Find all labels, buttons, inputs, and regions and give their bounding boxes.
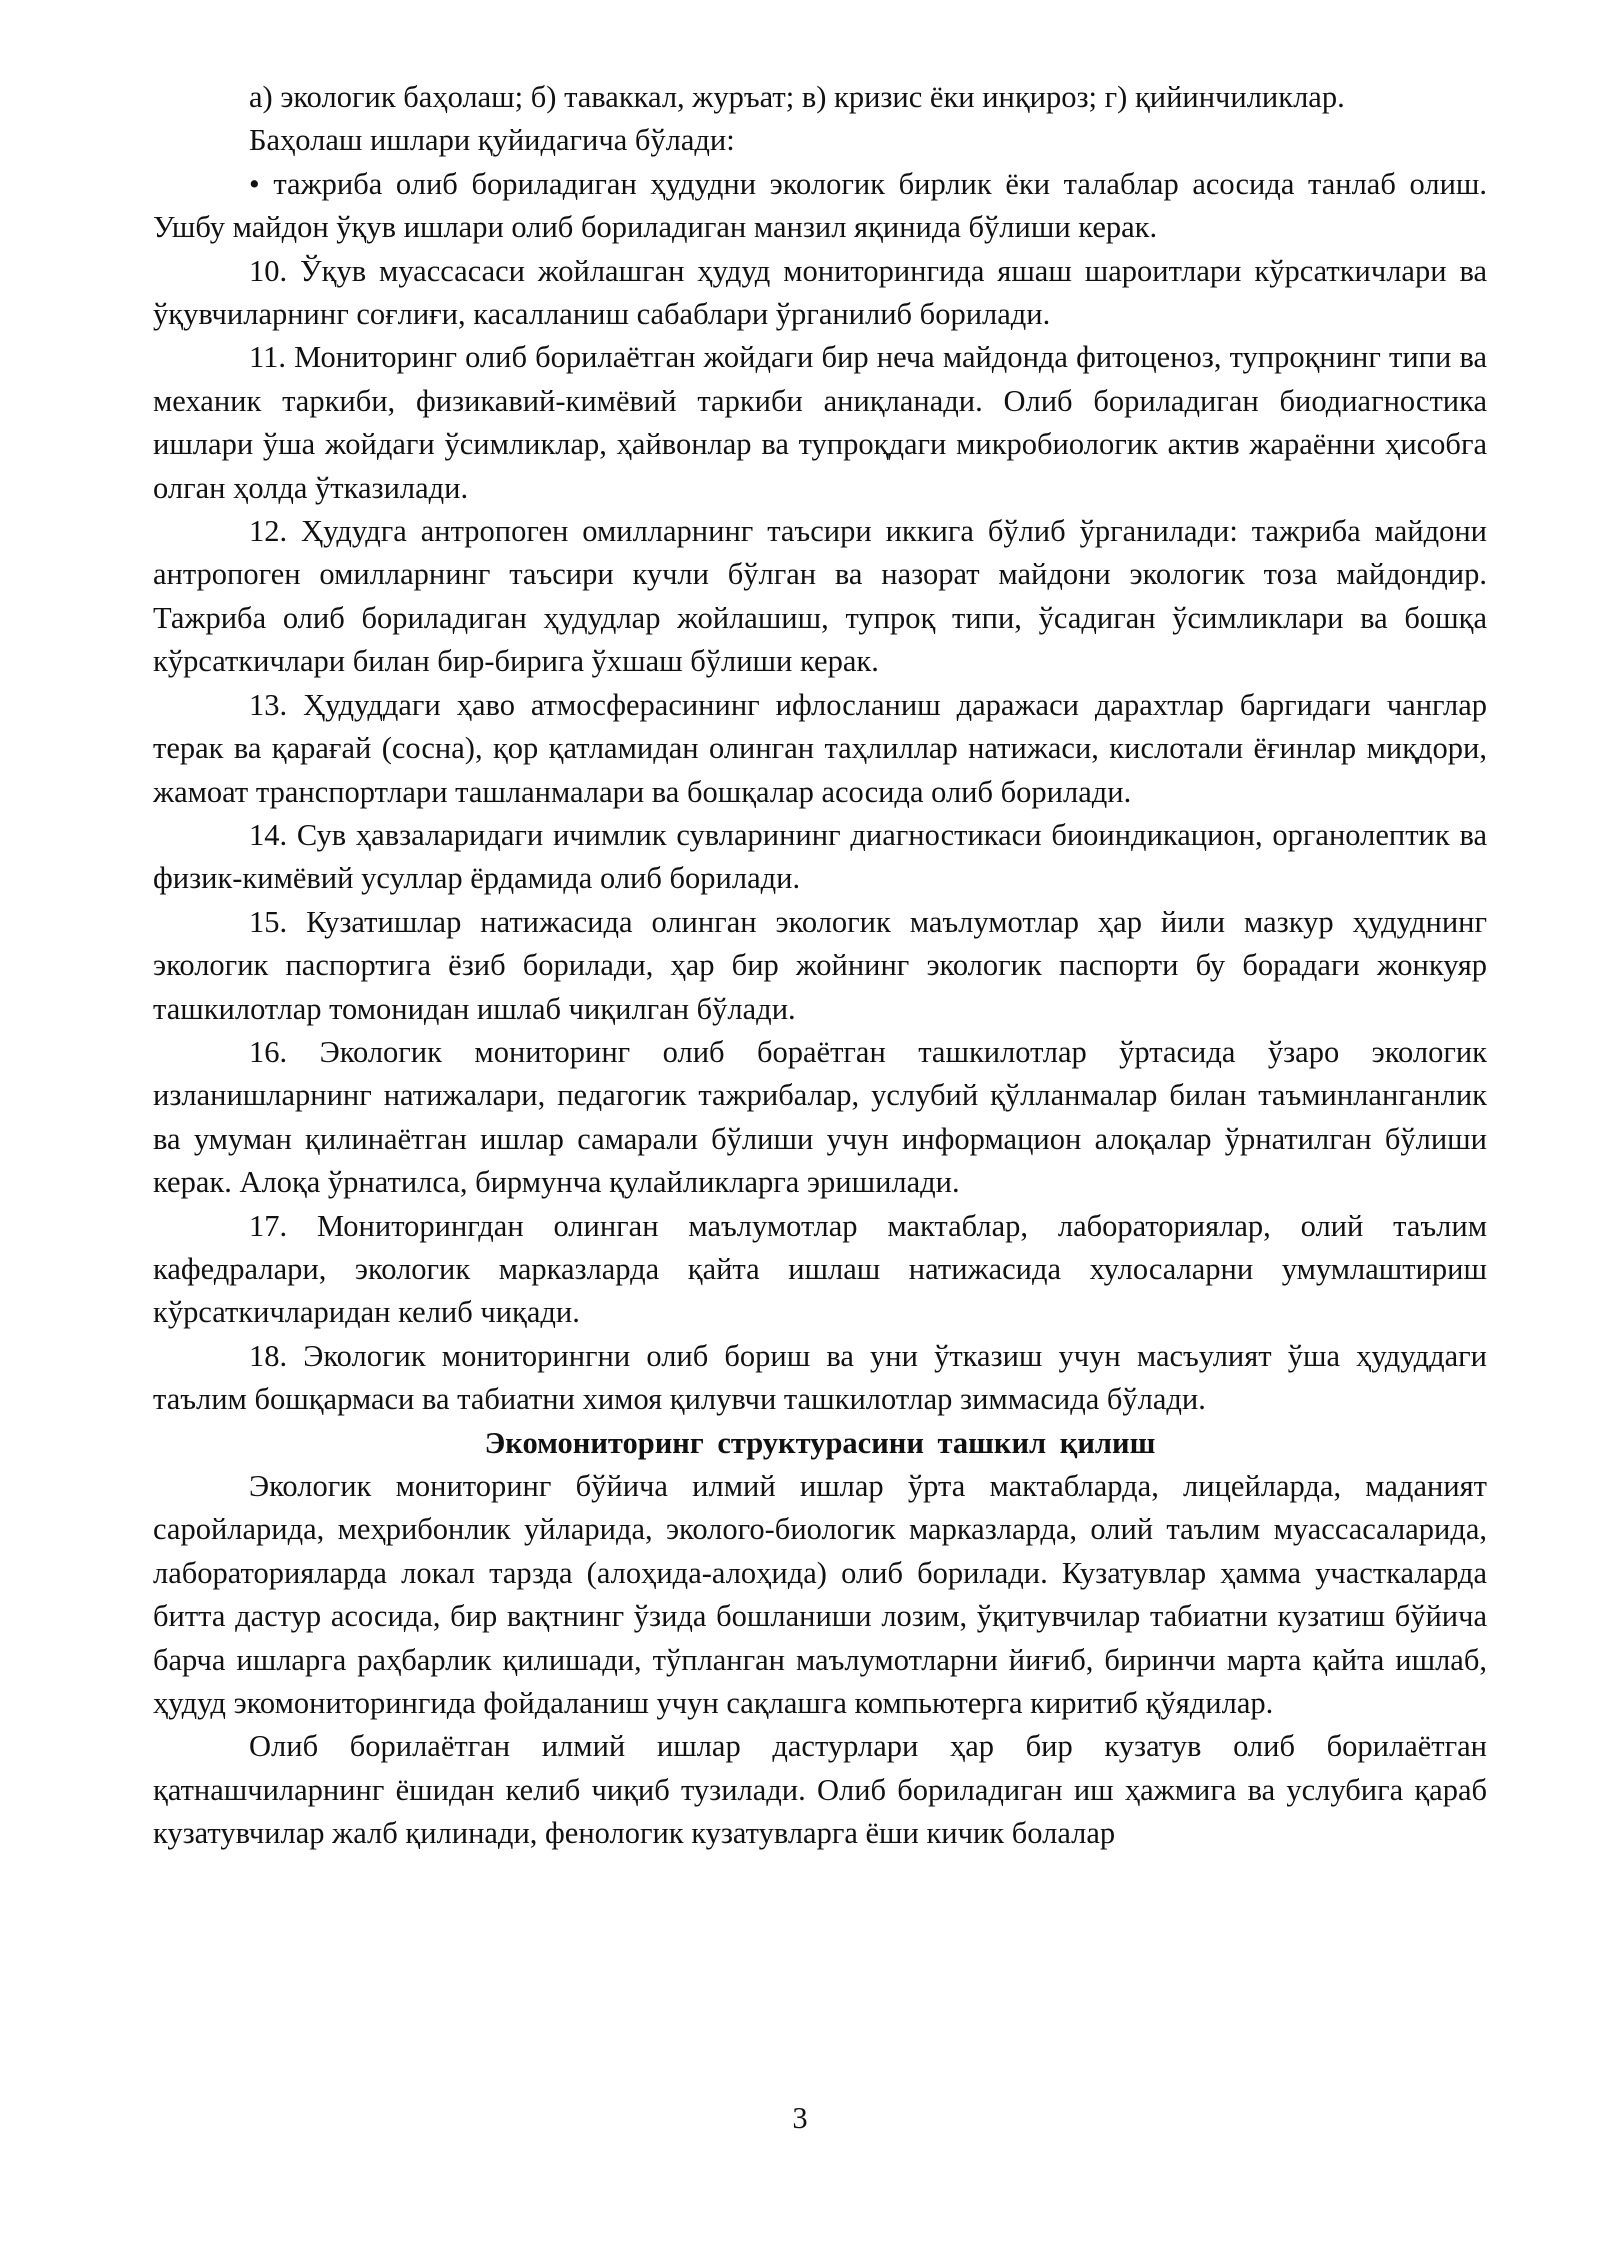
paragraph-item-18: 18. Экологик мониторингни олиб бориш ва уни ўтказиш учун масъулият ўша ҳудуддаги таълим бошқармаси ва табиатни химоя қилувчи ташкилотлар зиммасида бўлади. [153, 1338, 1487, 1417]
section-heading: Экомониторинг структурасини ташкил қилиш [484, 1425, 1156, 1460]
paragraph-item-17: 17. Мониторингдан олинган маълумотлар мактаблар, лабораториялар, олий таълим кафедралари, экологик марказларда қайта ишлаш натижасида хулосаларни умумлаштириш кўрсаткичларидан келиб чиқади. [153, 1208, 1487, 1330]
paragraph-body-2: Олиб борилаётган илмий ишлар дастурлари ҳар бир кузатув олиб борилаётган қатнашчиларнинг ёшидан келиб чиқиб тузилади. Олиб бориладиган иш ҳажмига ва услубига қараб кузатувчилар жалб қилинади, фенологик кузатувларга ёши кичик болалар [153, 1729, 1487, 1851]
paragraph-item-14: 14. Сув ҳавзаларидаги ичимлик сувларининг диагностикаси биоиндикацион, органолептик ва физик-кимёвий усуллар ёрдамида олиб борилади. [153, 817, 1487, 896]
paragraph-bullet-site-selection: • тажриба олиб бориладиган ҳудудни экологик бирлик ёки талаблар асосида танлаб олиш. Ушбу майдон ўқув ишлари олиб бориладиган манзил яқинида бўлиши керак. [153, 166, 1487, 245]
paragraph-item-12: 12. Ҳудудга антропоген омилларнинг таъсири иккига бўлиб ўрганилади: тажриба майдони антропоген омилларнинг таъсири кучли бўлган ва назорат майдони экологик тоза майдондир. Тажриба олиб бориладиган ҳудудлар жойлашиш, тупроқ типи, ўсадиган ўсимликлари ва бошқа кўрсаткичлари билан бир-бирига ўхшаш бўлиши керак. [153, 514, 1487, 679]
paragraph-assessment-intro: Баҳолаш ишлари қуйидагича бўлади: [249, 123, 735, 158]
page-number: 3 [792, 2101, 808, 2135]
paragraph-options-list: а) экологик баҳолаш; б) таваккал, журъат; в) кризис ёки инқироз; г) қийинчиликлар. [249, 80, 1345, 114]
paragraph-item-15: 15. Кузатишлар натижасида олинган экологик маълумотлар ҳар йили мазкур ҳудуднинг экологик паспортига ёзиб борилади, ҳар бир жойнинг экологик паспорти бу борадаги жонкуяр ташкилотлар томонидан ишлаб чиқилган бўлади. [153, 904, 1487, 1026]
paragraph-item-10: 10. Ўқув муассасаси жойлашган ҳудуд мониторингида яшаш шароитлари кўрсаткичлари ва ўқувчиларнинг соғлиғи, касалланиш сабаблари ўрганилиб борилади. [153, 253, 1487, 332]
paragraph-item-13: 13. Ҳудуддаги ҳаво атмосферасининг ифлосланиш даражаси дарахтлар баргидаги чанглар терак ва қарағай (сосна), қор қатламидан олинган таҳлиллар натижаси, кислотали ёғинлар миқдори, жамоат транспортлари ташланмалари ва бошқалар асосида олиб борилади. [153, 687, 1487, 809]
document-page [153, 76, 1487, 1856]
paragraph-body-1: Экологик мониторинг бўйича илмий ишлар ўрта мактабларда, лицейларда, маданият саройларида, меҳрибонлик уйларида, эколого-биологик марказларда, олий таълим муассасаларида, лабораторияларда локал тарзда (алоҳида-алоҳида) олиб борилади. Кузатувлар ҳамма участкаларда битта дастур асосида, бир вақтнинг ўзида бошланиши лозим, ўқитувчилар табиатни кузатиш бўйича барча ишларга раҳбарлик қилишади, тўпланган маълумотларни йиғиб, биринчи марта қайта ишлаб, ҳудуд экомониторингида фойдаланиш учун сақлашга компьютерга киритиб қўядилар. [153, 1469, 1487, 1721]
paragraph-item-16: 16. Экологик мониторинг олиб бораётган ташкилотлар ўртасида ўзаро экологик изланишларнинг натижалари, педагогик тажрибалар, услубий қўлланмалар билан таъминланганлик ва умуман қилинаётган ишлар самарали бўлиши учун информацион алоқалар ўрнатилган бўлиши керак. Алоқа ўрнатилса, бирмунча қулайликларга эришилади. [153, 1034, 1487, 1200]
paragraph-item-11: 11. Мониторинг олиб борилаётган жойдаги бир неча майдонда фитоценоз, тупроқнинг типи ва механик таркиби, физикавий-кимёвий таркиби аниқланади. Олиб бориладиган биодиагностика ишлари ўша жойдаги ўсимликлар, ҳайвонлар ва тупроқдаги микробиологик актив жараённи ҳисобга олган ҳолда ўтказилади. [153, 340, 1487, 505]
